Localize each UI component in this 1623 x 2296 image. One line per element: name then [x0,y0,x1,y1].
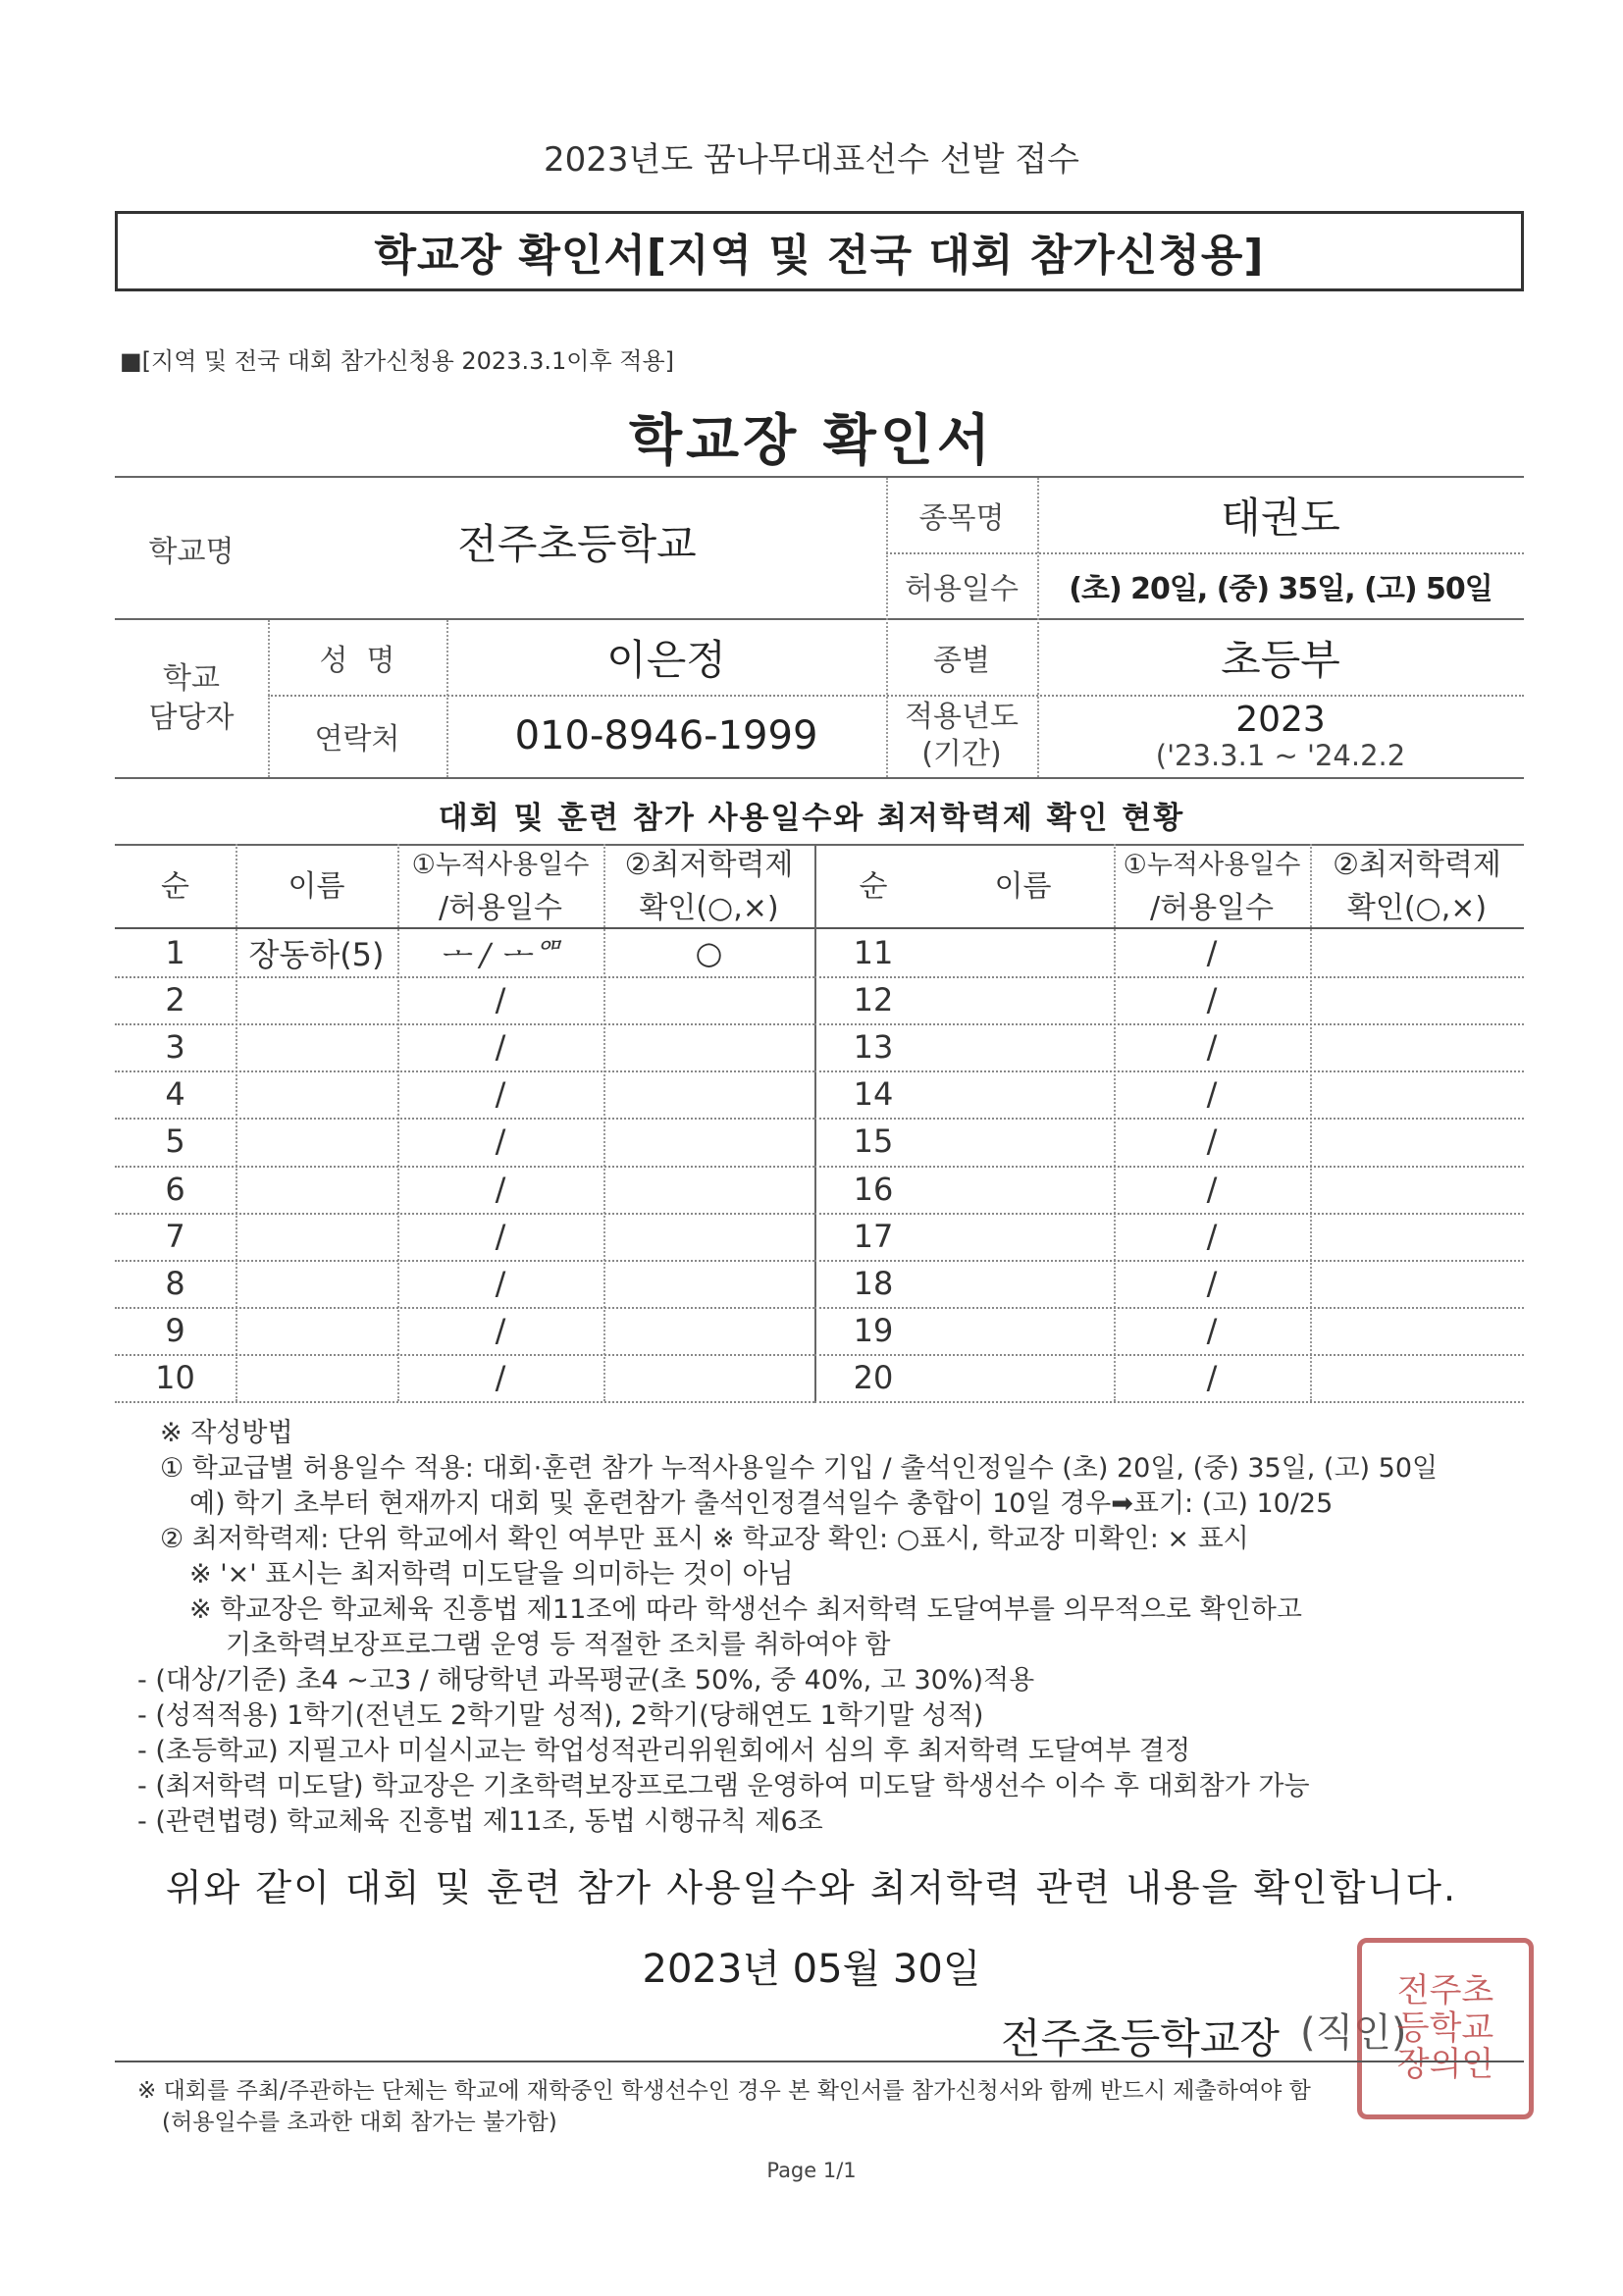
issue-date: 2023년 05월 30일 [642,1947,981,1992]
header-usage [397,846,603,927]
left-row-usage: / [495,1028,506,1066]
right-row-no: 20 [853,1359,894,1396]
right-row-min [1310,1118,1524,1165]
right-row-no: 13 [853,1028,894,1066]
right-row-min [1310,976,1524,1023]
official-seal [1357,1938,1534,2119]
left-row-usage: ᅩ / ᅩᅃ [440,936,561,973]
left-row-min [603,1166,814,1213]
right-row-usage: / [1206,1265,1218,1302]
right-row-name [932,1118,1114,1165]
right-row-no: 19 [853,1312,894,1349]
right-row-usage: / [1206,1075,1218,1113]
event-value: 태권도 [1221,494,1340,542]
left-row-min [603,976,814,1023]
year-label: 적용년도 (기간) [905,700,1019,771]
right-row-no: 16 [853,1171,894,1208]
header-min-line2: 확인(○,×) [1346,890,1488,925]
right-row-name [932,929,1114,976]
title-box: 학교장 확인서[지역 및 전국 대회 참가신청용] [115,211,1524,291]
right-row-no: 18 [853,1265,894,1302]
left-row-no: 1 [165,934,185,971]
info-bottom-border [115,777,1524,779]
school-value: 전주초등학교 [457,520,697,568]
header-usage [1114,846,1310,927]
header-min-line2: 확인(○,×) [639,890,779,925]
left-row-min [603,1260,814,1307]
left-row-min [603,1307,814,1354]
allowed-days-value: (초) 20일, (중) 35일, (고) 50일 [1069,571,1492,606]
left-row-usage: / [495,1122,506,1160]
header-usage-line1: ①누적사용일수 [1123,849,1301,880]
year-value: 2023 [1235,699,1326,740]
footnote-divider [115,2061,1524,2062]
right-row-name [932,1070,1114,1118]
left-row-usage: / [495,1312,506,1349]
note-item: - (대상/기준) 초4 ~고3 / 해당학년 과목평균(초 50%, 중 40%, 고 30%)적용 [137,1665,1035,1696]
confirmation-statement: 위와 같이 대회 및 훈련 참가 사용일수와 최저학력 관련 내용을 확인합니다. [165,1866,1458,1909]
right-row-usage: / [1206,1359,1218,1396]
allowed-days-label: 허용일수 [905,571,1019,606]
note-item: 기초학력보장프로그램 운영 등 적절한 조치를 취하여야 함 [226,1630,891,1660]
right-row-min [1310,1166,1524,1213]
left-row-no: 5 [165,1122,185,1160]
right-row-name [932,1166,1114,1213]
footnote: (허용일수를 초과한 대회 참가는 불가함) [162,2110,557,2135]
right-row-min [1310,1260,1524,1307]
left-row-name [236,1166,397,1213]
right-row-min [1310,1213,1524,1260]
left-row-usage: / [495,1359,506,1396]
header-usage-line2: /허용일수 [1149,890,1275,925]
header-min-academic [1310,846,1524,927]
header-name: 이름 [288,868,345,904]
right-row-no: 14 [853,1075,894,1113]
left-row-name [236,1307,397,1354]
left-row-name [236,976,397,1023]
right-row-name [932,1307,1114,1354]
name-label: 성 명 [319,644,395,678]
right-row-no: 11 [853,934,894,971]
right-row-name [932,1260,1114,1307]
right-row-min [1310,1307,1524,1354]
right-row-usage: / [1206,981,1218,1018]
header-min-academic [603,846,814,927]
page-number: Page 1/1 [766,2159,857,2182]
footnote: ※ 대회를 주최/주관하는 단체는 학교에 재학중인 학생선수인 경우 본 확인서를 참가신청서와 함께 반드시 제출하여야 함 [137,2078,1311,2104]
header-min-line1: ②최저학력제 [1333,847,1501,882]
note-item: ※ '×' 표시는 최저학력 미도달을 의미하는 것이 아님 [189,1559,794,1590]
left-row-usage: / [495,981,506,1018]
usage-section-title: 대회 및 훈련 참가 사용일수와 최저학력제 확인 현황 [438,801,1185,836]
note-item: - (초등학교) 지필고사 미실시교는 학업성적관리위원회에서 심의 후 최저학력 도달여부 결정 [137,1736,1191,1766]
left-row-usage: / [495,1218,506,1255]
right-row-no: 15 [853,1122,894,1160]
right-row-min [1310,1023,1524,1070]
left-row-min [603,1070,814,1118]
note-item: ① 학교급별 허용일수 적용: 대회·훈련 참가 누적사용일수 기입 / 출석인정일수 (초) 20일, (중) 35일, (고) 50일 [160,1453,1439,1484]
manager-name: 이은정 [606,636,726,684]
seal-text: 전주초 등학교 장의인 [1396,1971,1494,2085]
header-name: 이름 [994,868,1052,904]
document-header-line: 2023년도 꿈나무대표선수 선발 접수 [544,140,1079,180]
main-title: 학교장 확인서 [628,409,995,473]
left-row-name [236,1260,397,1307]
right-row-usage: / [1206,1218,1218,1255]
period-value: ('23.3.1 ~ '24.2.2 [1155,739,1406,772]
seal-mark: (직인) [1300,2010,1407,2056]
left-row-name [236,1354,397,1401]
right-row-usage: / [1206,1312,1218,1349]
row-rule [814,1401,1524,1403]
left-row-no: 6 [165,1171,185,1208]
left-row-usage: / [495,1171,506,1208]
header-usage-line2: /허용일수 [438,890,563,925]
class-label: 종별 [933,644,990,678]
right-row-usage: / [1206,1171,1218,1208]
left-row-no: 3 [165,1028,185,1066]
right-row-usage: / [1206,1122,1218,1160]
note-item: 예) 학기 초부터 현재까지 대회 및 훈련참가 출석인정결석일수 총합이 10일 경우➡표기: (고) 10/25 [189,1488,1334,1519]
left-row-no: 10 [155,1359,195,1396]
note-item: ② 최저학력제: 단위 학교에서 확인 여부만 표시 ※ 학교장 확인: ○표시, 학교장 미확인: × 표시 [160,1524,1249,1554]
note-item: - (관련법령) 학교체육 진흥법 제11조, 동법 시행규칙 제6조 [137,1806,823,1837]
left-row-name [236,1213,397,1260]
right-row-name [932,1023,1114,1070]
left-row-usage: / [495,1075,506,1113]
note-item: - (성적적용) 1학기(전년도 2학기말 성적), 2학기(당해연도 1학기말 성적) [137,1700,984,1731]
right-row-min [1310,1354,1524,1401]
right-row-usage: / [1206,934,1218,971]
left-row-no: 2 [165,981,185,1018]
right-row-no: 17 [853,1218,894,1255]
note-item: - (최저학력 미도달) 학교장은 기초학력보장프로그램 운영하여 미도달 학생선수 이수 후 대회참가 가능 [137,1771,1310,1801]
right-row-min [1310,1070,1524,1118]
manager-label: 학교 담당자 [148,661,235,735]
left-row-usage: / [495,1265,506,1302]
contact-value: 010-8946-1999 [514,713,818,758]
contact-label: 연락처 [314,722,400,757]
header-no: 순 [859,868,888,904]
note-heading: ※ 작성방법 [160,1418,293,1448]
left-row-no: 8 [165,1265,185,1302]
applicability-notice: ■[지역 및 전국 대회 참가신청용 2023.3.1이후 적용] [120,347,674,375]
left-row-name [236,1070,397,1118]
left-row-name: 장동하(5) [248,936,385,973]
left-row-name [236,1118,397,1165]
right-row-name [932,1354,1114,1401]
right-row-usage: / [1206,1028,1218,1066]
header-min-line1: ②최저학력제 [624,847,794,882]
header-usage-line1: ①누적사용일수 [411,849,590,880]
row-rule [115,1401,814,1403]
left-row-min: ○ [695,934,723,971]
left-row-min [603,1213,814,1260]
left-row-min [603,1354,814,1401]
left-row-no: 7 [165,1218,185,1255]
school-label: 학교명 [148,534,235,569]
left-row-min [603,1118,814,1165]
left-row-name [236,1023,397,1070]
right-row-name [932,1213,1114,1260]
class-value: 초등부 [1221,636,1340,684]
header-no: 순 [161,868,189,904]
right-row-min [1310,929,1524,976]
right-row-name [932,976,1114,1023]
left-row-no: 9 [165,1312,185,1349]
right-row-no: 12 [853,981,894,1018]
signer-name: 전주초등학교장 [1001,2014,1281,2062]
left-row-no: 4 [165,1075,185,1113]
left-row-min [603,1023,814,1070]
event-label: 종목명 [918,501,1005,536]
note-item: ※ 학교장은 학교체육 진흥법 제11조에 따라 학생선수 최저학력 도달여부를 의무적으로 확인하고 [189,1594,1302,1625]
